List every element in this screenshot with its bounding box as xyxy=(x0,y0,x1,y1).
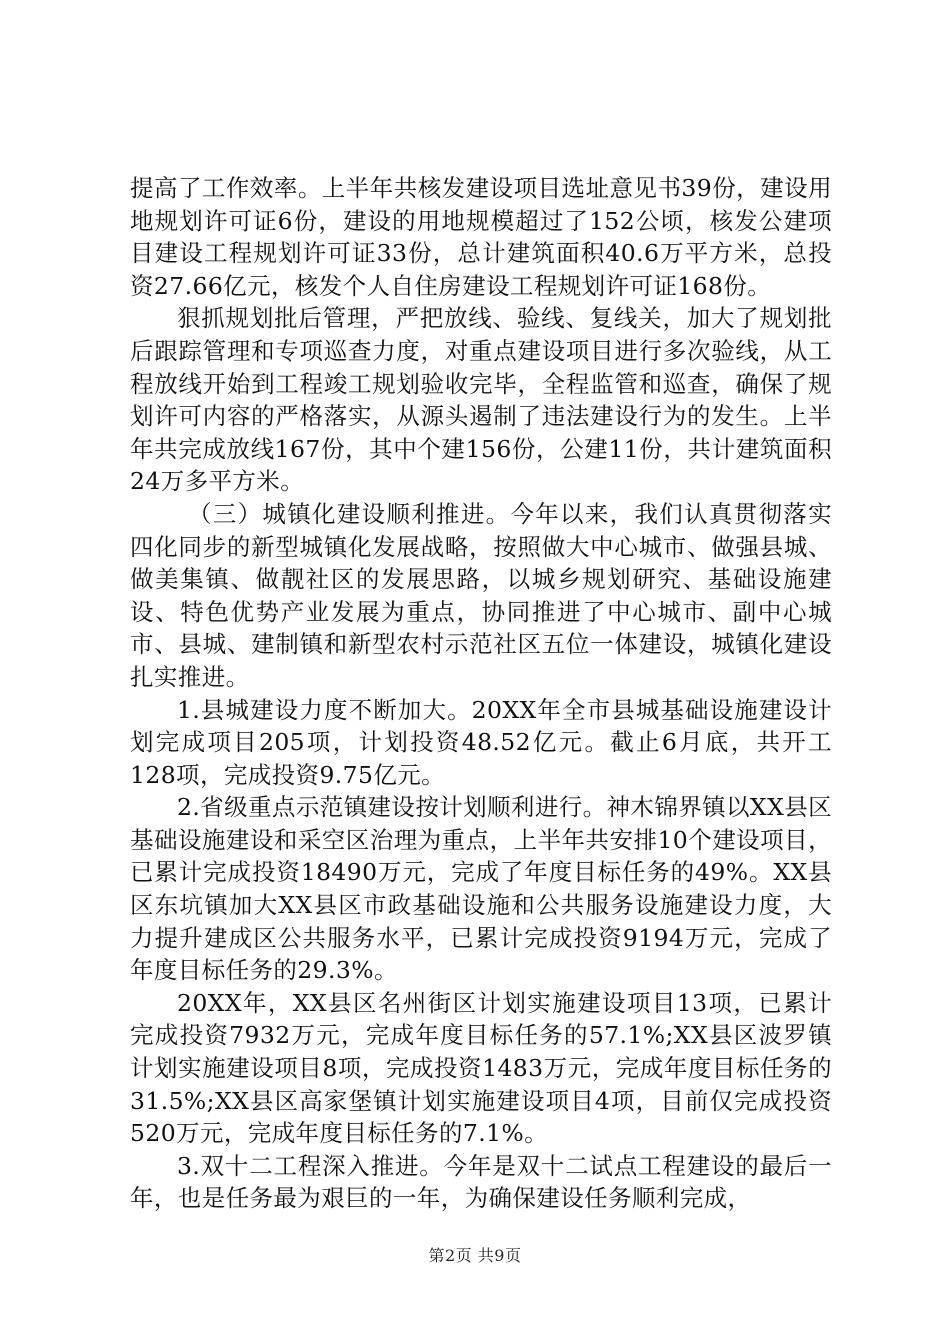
page-number-footer: 第2页 共9页 xyxy=(428,1246,522,1265)
document-body xyxy=(130,172,832,1215)
paragraph-approval-stats: 提高了工作效率。上半年共核发建设项目选址意见书39份，建设用地规划许可证6份，建设的用地规模超过了152公顷，核发公建项目建设工程规划许可证33份，总计建筑面积40.6万平方米，总投资27.66亿元，核发个人自住房建设工程规划许可证168份。 xyxy=(130,174,832,300)
paragraph-key-demo-towns: 2.省级重点示范镇建设按计划顺利进行。神木锦界镇以XX县区基础设施建设和采空区治理为重点，上半年共安排10个建设项目，已累计完成投资18490万元，完成了年度目标任务的49%。XX县区东坑镇加大XX县区市政基础设施和公共服务设施建设力度，大力提升建成区公共服务水平，已累计完成投资9194万元，完成了年度目标任务的29.3%。 xyxy=(130,793,832,985)
paragraph-district-projects: 20XX年，XX县区名州街区计划实施建设项目13项，已累计完成投资7932万元，完成年度目标任务的57.1%;XX县区波罗镇计划实施建设项目8项，完成投资1483万元，完成年度目标任务的31.5%;XX县区高家堡镇计划实施建设项目4项，目前仅完成投资520万元，完成年度目标任务的7.1%。 xyxy=(130,988,832,1148)
paragraph-urbanization-heading: （三）城镇化建设顺利推进。今年以来，我们认真贯彻落实四化同步的新型城镇化发展战略，按照做大中心城市、做强县城、做美集镇、做靓社区的发展思路，以城乡规划研究、基础设施建设、特色优势产业发展为重点，协同推进了中心城市、副中心城市、县城、建制镇和新型农村示范社区五位一体建设，城镇化建设扎实推进。 xyxy=(130,499,832,691)
paragraph-post-approval-management: 狠抓规划批后管理，严把放线、验线、复线关，加大了规划批后跟踪管理和专项巡查力度，对重点建设项目进行多次验线，从工程放线开始到工程竣工规划验收完毕，全程监管和巡查，确保了规划许可内容的严格落实，从源头遏制了违法建设行为的发生。上半年共完成放线167份，其中个建156份，公建11份，共计建筑面积24万多平方米。 xyxy=(130,304,832,496)
paragraph-double-twelve-project: 3.双十二工程深入推进。今年是双十二试点工程建设的最后一年，也是任务最为艰巨的一年，为确保建设任务顺利完成， xyxy=(130,1151,832,1213)
paragraph-county-construction: 1.县城建设力度不断加大。20XX年全市县城基础设施建设计划完成项目205项，计划投资48.52亿元。截止6月底，共开工128项，完成投资9.75亿元。 xyxy=(130,695,832,789)
